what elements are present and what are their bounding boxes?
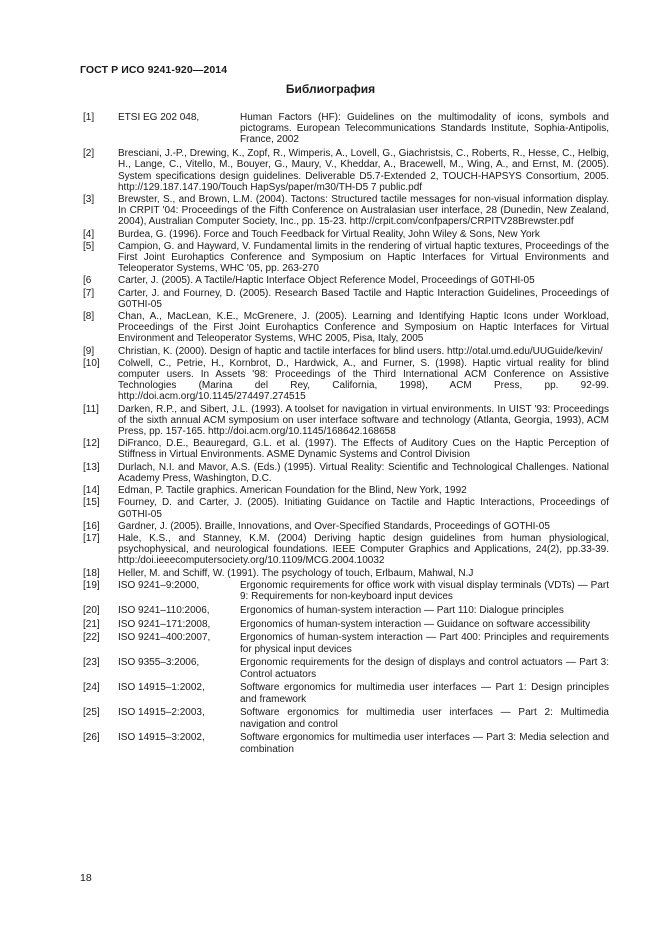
entry-text: Gardner, J. (2005). Braille, Innovations, and Over-Specified Standards, Proceedings of GOTHI-05	[118, 520, 550, 532]
entry-text: Colwell, C., Petrie, H., Kornbrot, D., Hardwick, A., and Furner, S. (1998). Haptic virtual reality for blind computer users. In Assets '98: Proceedings of the Third International ACM Conference on Assistive Technologies (Marina del Rey, California, 1998), ACM Press, pp. 92-99. http://doi.acm.org/10.1145/274497.274515	[118, 357, 609, 403]
entry-number: [23]	[83, 657, 100, 669]
entry-text: Heller, M. and Schiff, W. (1991). The psychology of touch, Erlbaum, Mahwal, N.J	[118, 567, 474, 579]
entry-number: [14]	[83, 485, 100, 497]
standard-designation: ETSI EG 202 048,	[118, 112, 200, 123]
entry-number: [1]	[83, 112, 95, 123]
entry-text: Ergonomic requirements for the design of displays and control actuators — Part 3: Control actuators	[240, 657, 609, 680]
bibliography-entry	[83, 521, 609, 532]
entry-text: Edman, P. Tactile graphics. American Foundation for the Blind, New York, 1992	[118, 485, 467, 497]
bibliography-entry	[83, 657, 609, 679]
entry-text: Carter, J. and Fourney, D. (2005). Research Based Tactile and Haptic Interaction Guidelines, Proceedings of G0THI-05	[118, 287, 609, 310]
entry-number: [13]	[83, 461, 100, 473]
entry-number: [8]	[83, 311, 95, 323]
entry-text: Campion, G. and Hayward, V. Fundamental limits in the rendering of virtual haptic textures, Proceedings of the First Joint Eurohaptics Conference and Symposium on Haptic Interfaces for Virtual Environments and Teleoperator Systems, WHC '05, pp. 263-270	[118, 240, 609, 275]
entry-number: [26]	[83, 732, 100, 744]
entry-number: [22]	[83, 632, 100, 644]
entry-number: [4]	[83, 228, 95, 240]
entry-number: [15]	[83, 497, 100, 509]
entry-number: [17]	[83, 532, 100, 544]
bibliography-entry	[83, 194, 609, 228]
entry-number: [25]	[83, 707, 100, 719]
entry-number: [18]	[83, 567, 100, 579]
entry-number: [21]	[83, 618, 100, 630]
bibliography-entry	[83, 580, 609, 602]
standard-designation: ISO 9241–110:2006,	[118, 604, 210, 616]
bibliography-entry	[83, 682, 609, 704]
entry-text: Software ergonomics for multimedia user interfaces — Part 1: Design principles and framework	[240, 682, 609, 705]
bibliography-entry	[83, 497, 609, 519]
entry-number: [7]	[83, 287, 95, 299]
standard-designation: ISO 9355–3:2006,	[118, 657, 200, 669]
entry-text: Bresciani, J.-P., Drewing, K., Zopf, R., Wimperis, A., Lovell, G., Giachristsis, C., Roberts, R., Hesse, C., Helbig, H., Lange, C., Vitello, M., Bouyer, G., Maury, V., Kheddar, A., Bracewell, M., Wing, A., and Ernst, M. (2005). System specifications design guidelines. Deliverable D5.7-Extended 2, TOUCH-HAPSYS Consortium, 2005. http://129.187.147.190/Touch HapSys/paper/m30/TH-D5 7 public.pdf	[118, 148, 609, 193]
entry-text: Darken, R.P., and Sibert, J.L. (1993). A toolset for navigation in virtual environments. In UIST '93: Proceedings of the sixth annual ACM symposium on user interface software and technology (Atlanta, Georgia, 1993), ACM Press, pp. 157-165. http://doi.acm.org/10.1145/168642.168658	[118, 403, 609, 438]
bibliography-entry	[83, 605, 609, 616]
entry-text: Brewster, S., and Brown, L.M. (2004). Tactons: Structured tactile messages for non-visual information display. In CRPIT '04: Proceedings of the Fifth Conference on Australasian user interface, 28 (Dunedin, New Zealand, 2004), Australian Computer Society, Inc., pp. 15-23. http://crpit.com/confpapers/CRPITV28Brewster.pdf	[118, 194, 609, 228]
bibliography-entry	[83, 632, 609, 654]
bibliography-list	[83, 112, 609, 757]
entry-number: [11]	[83, 403, 99, 415]
entry-text: Chan, A., MacLean, K.E., McGrenere, J. (2005). Learning and Identifying Haptic Icons under Workload, Proceedings of the First Joint Eurohaptics Conference and Symposium on Haptic Interfaces for Virtual Environment and Teleoperator Systems, WHC 2005, Pisa, Italy, 2005	[118, 311, 609, 345]
page-number: 18	[80, 872, 92, 884]
standard-designation: ISO 14915–2:2003,	[118, 707, 205, 719]
entry-number: [3]	[83, 194, 95, 206]
entry-text: Ergonomic requirements for office work with visual display terminals (VDTs) — Part 9: Requirements for non-keyboard input devices	[240, 579, 609, 602]
standard-designation: ISO 14915–1:2002,	[118, 682, 205, 694]
entry-text: Carter, J. (2005). A Tactile/Haptic Interface Object Reference Model, Proceedings of G0THI-05	[118, 275, 535, 287]
bibliography-entry	[83, 619, 609, 630]
entry-number: [9]	[83, 345, 95, 357]
entry-number: [16]	[83, 520, 100, 532]
bibliography-entry	[83, 707, 609, 729]
bibliography-entry	[83, 732, 609, 754]
entry-number: [24]	[83, 682, 100, 694]
standard-designation: ISO 9241–400:2007,	[118, 632, 211, 644]
document-header: ГОСТ Р ИСО 9241-920—2014	[80, 64, 228, 76]
bibliography-entry	[83, 533, 609, 567]
bibliography-entry	[83, 438, 609, 460]
entry-number: [19]	[83, 579, 100, 591]
bibliography-entry	[83, 148, 609, 193]
entry-text: Christian, K. (2000). Design of haptic and tactile interfaces for blind users. http://otal.umd.edu/UUGuide/kevin/	[118, 345, 603, 357]
entry-number: [2]	[83, 148, 95, 160]
standard-designation: ISO 14915–3:2002,	[118, 732, 205, 744]
bibliography-entry	[83, 568, 609, 579]
bibliography-entry	[83, 485, 609, 496]
entry-text: Human Factors (HF): Guidelines on the multimodality of icons, symbols and pictograms. European Telecommunications Standards Institute, Sophia-Antipolis, France, 2002	[240, 112, 609, 146]
entry-number: [10]	[83, 357, 100, 369]
entry-text: Ergonomics of human-system interaction — Part 400: Principles and requirements for physical input devices	[240, 632, 609, 655]
standard-designation: ISO 9241–171:2008,	[118, 618, 211, 630]
entry-text: Software ergonomics for multimedia user interfaces — Part 3: Media selection and combination	[240, 732, 609, 755]
bibliography-entry	[83, 462, 609, 484]
entry-text: Burdea, G. (1996). Force and Touch Feedback for Virtual Reality, John Wiley & Sons, New York	[118, 228, 540, 240]
entry-number: [12]	[83, 438, 100, 450]
entry-text: Hale, K.S., and Stanney, K.M. (2004) Deriving haptic design guidelines from human physiological, psychophysical, and neurological foundations. IEEE Computer Graphics and Applications, 24(2), pp.33-39. http:/doi.ieeecomputersociety.org/10.1109/MCG.2004.10032	[118, 532, 609, 567]
entry-text: Ergonomics of human-system interaction — Part 110: Dialogue principles	[240, 604, 564, 616]
bibliography-entry	[83, 288, 609, 310]
bibliography-entry	[83, 275, 609, 286]
bibliography-entry	[83, 358, 609, 403]
page-title: Библиография	[285, 82, 376, 96]
bibliography-entry	[83, 229, 609, 240]
bibliography-entry	[83, 112, 609, 146]
entry-number: [6	[83, 275, 92, 287]
entry-number: [20]	[83, 604, 100, 616]
entry-text: Durlach, N.I. and Mavor, A.S. (Eds.) (1995). Virtual Reality: Scientific and Technological Challenges. National Academy Press, Washington, D.C.	[118, 461, 609, 484]
standard-designation: ISO 9241–9:2000,	[118, 579, 200, 591]
entry-text: Fourney, D. and Carter, J. (2005). Initiating Guidance on Tactile and Haptic Interactions, Proceedings of G0THI-05	[118, 497, 609, 520]
bibliography-entry	[83, 241, 609, 275]
bibliography-entry	[83, 404, 609, 438]
bibliography-entry	[83, 346, 609, 357]
entry-number: [5]	[83, 240, 95, 252]
entry-text: DiFranco, D.E., Beauregard, G.L. et al. (1997). The Effects of Auditory Cues on the Haptic Perception of Stiffness in Virtual Environments. ASME Dynamic Systems and Control Division	[118, 438, 609, 461]
bibliography-entry	[83, 311, 609, 345]
entry-text: Software ergonomics for multimedia user interfaces — Part 2: Multimedia navigation and control	[240, 707, 609, 730]
entry-text: Ergonomics of human-system interaction — Guidance on software accessibility	[240, 618, 591, 630]
